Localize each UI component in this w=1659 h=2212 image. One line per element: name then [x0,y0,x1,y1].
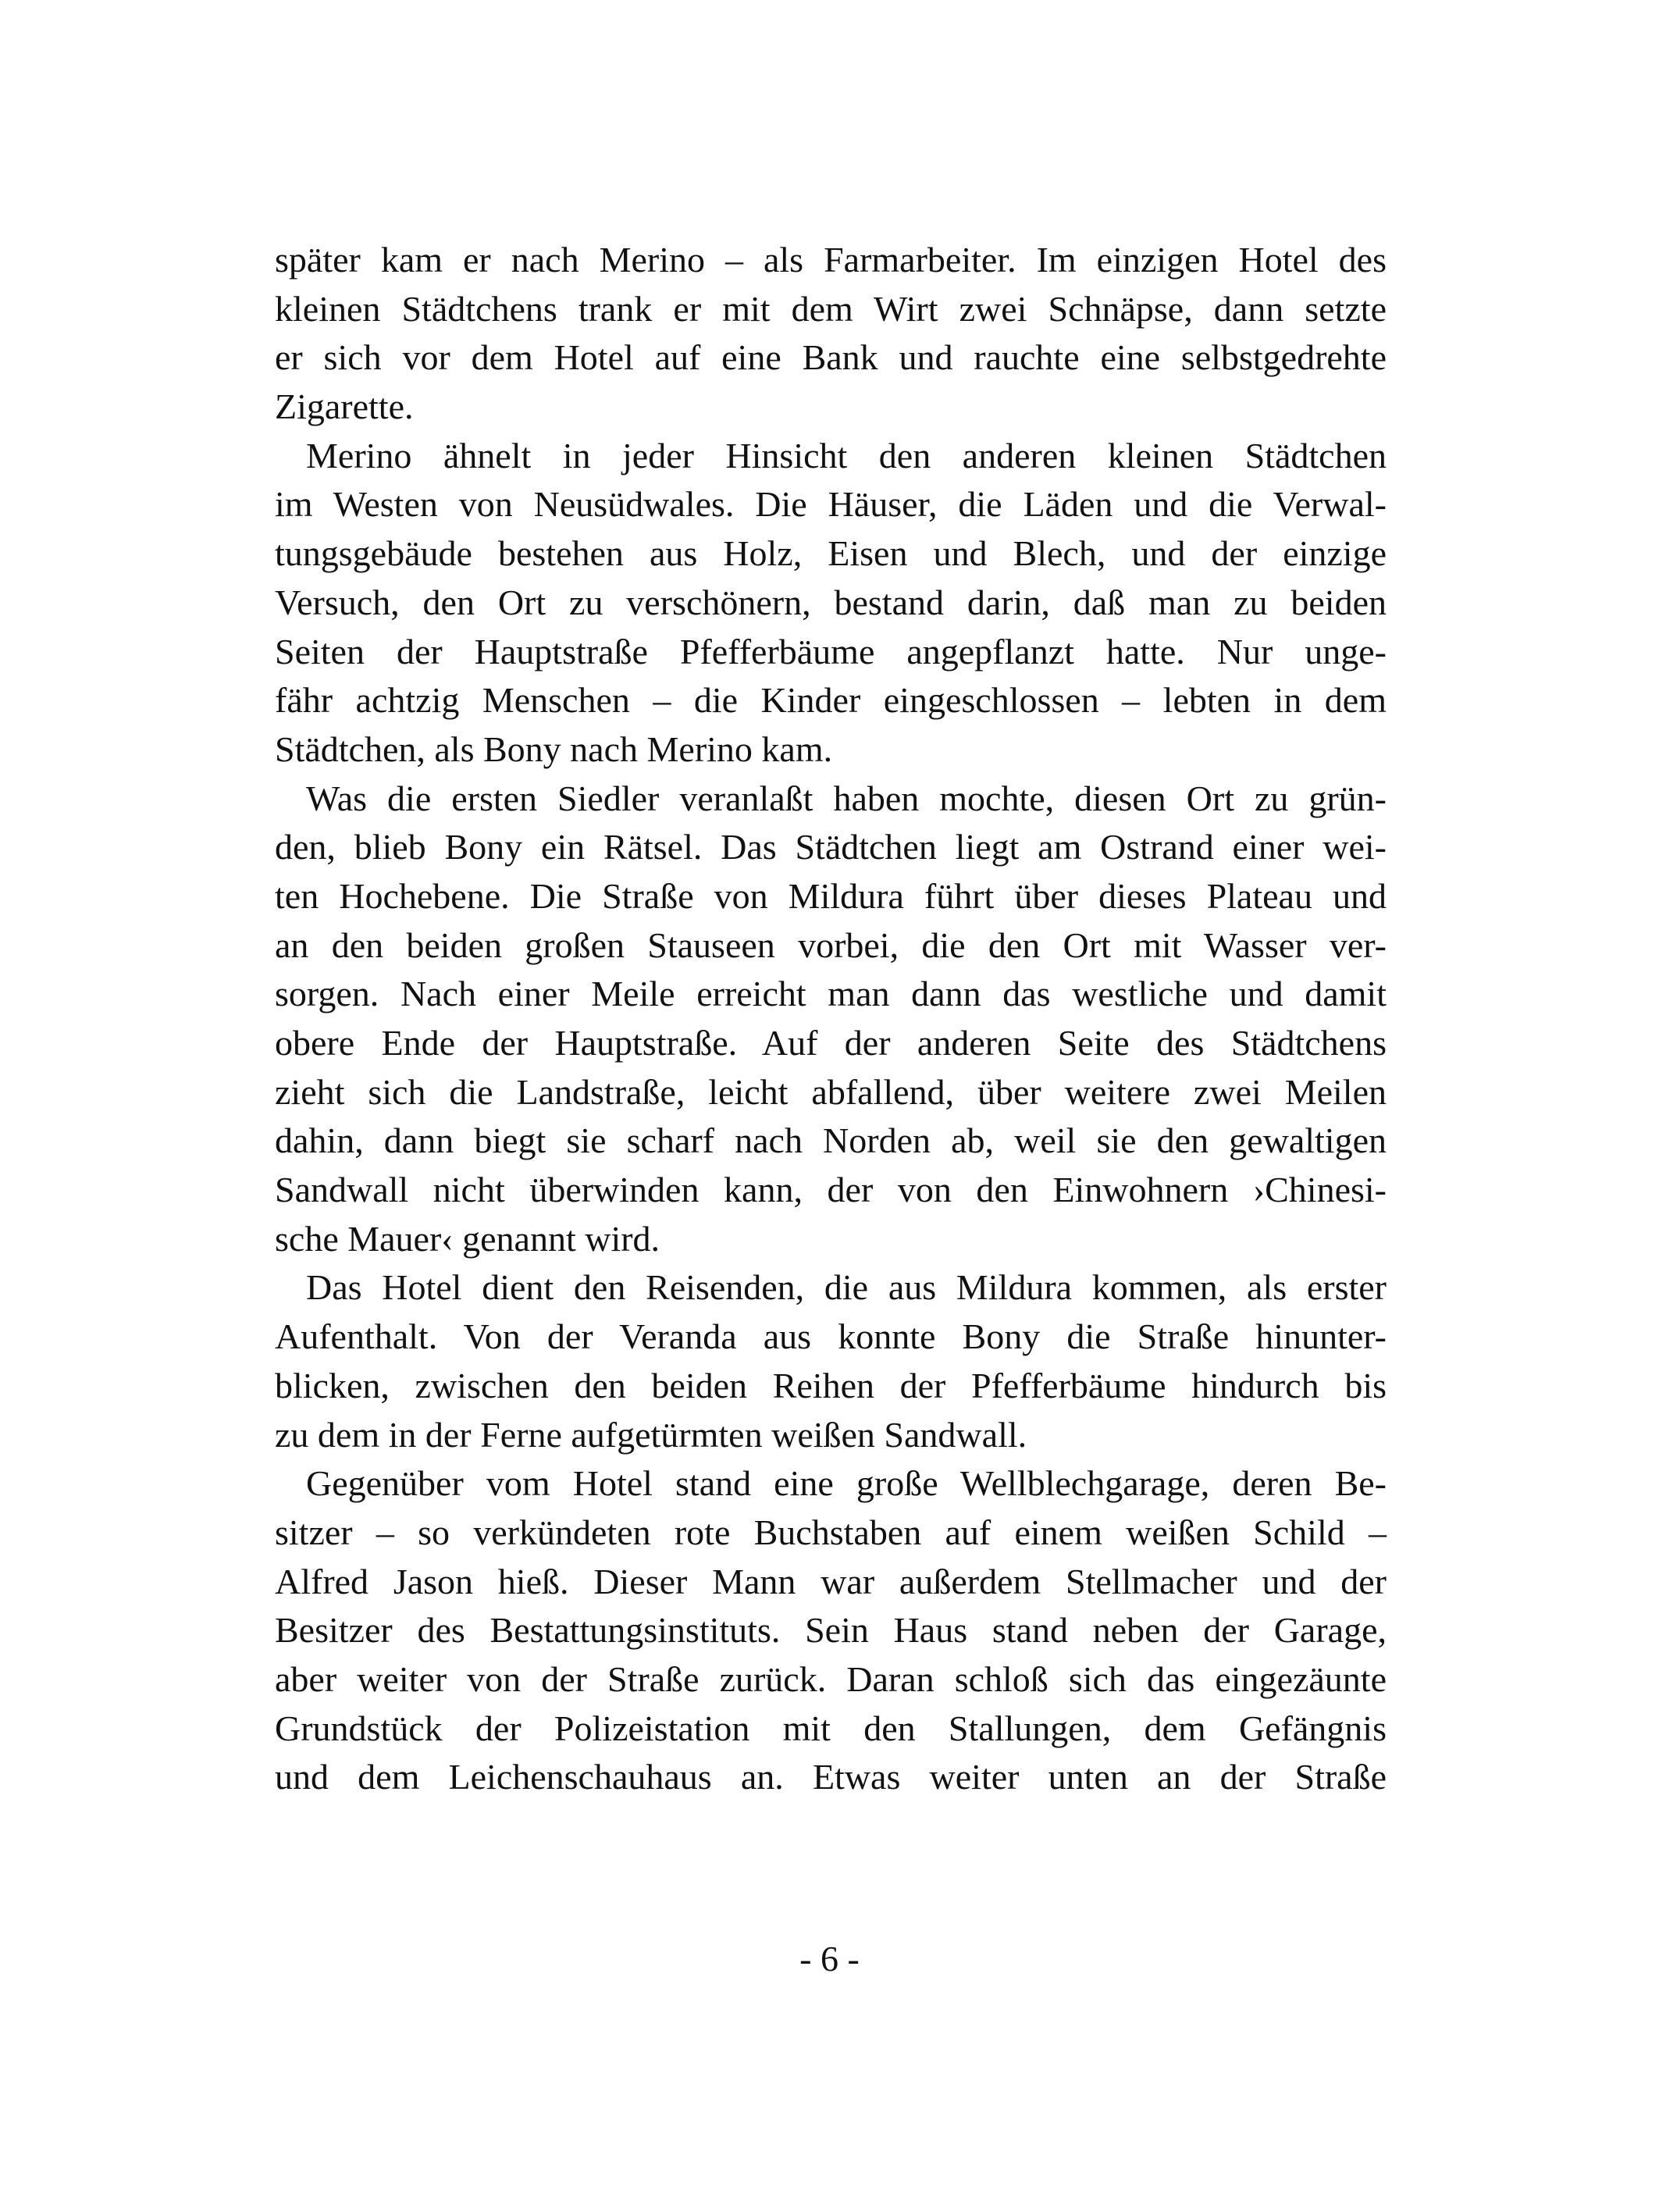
text-line: sitzer – so verkündeten rote Buchstaben auf einem weißen Schild – [275,1512,1387,1552]
text-line: Besitzer des Bestattungsinstituts. Sein Haus stand neben der Garage, [275,1610,1387,1651]
text-line: Gegenüber vom Hotel stand eine große Wellblechgarage, deren Be- [306,1463,1387,1504]
body-text [275,236,1387,1802]
text-line: später kam er nach Merino – als Farmarbeiter. Im einzigen Hotel des [275,240,1387,280]
text-line: Städtchen, als Bony nach Merino kam. [275,728,833,769]
text-line: obere Ende der Hauptstraße. Auf der anderen Seite des Städtchens [275,1023,1387,1063]
text-line: im Westen von Neusüdwales. Die Häuser, die Läden und die Verwal- [275,484,1387,525]
paragraph [275,775,1387,1264]
text-line: Merino ähnelt in jeder Hinsicht den anderen kleinen Städtchen [306,435,1387,476]
text-line: Aufenthalt. Von der Veranda aus konnte Bony die Straße hinunter- [275,1316,1387,1357]
paragraph [275,1263,1387,1459]
text-line: sorgen. Nach einer Meile erreicht man dann das westliche und damit [275,974,1387,1014]
text-line: tungsgebäude bestehen aus Holz, Eisen und Blech, und der einzige [275,533,1387,574]
text-line: ten Hochebene. Die Straße von Mildura führt über dieses Plateau und [275,875,1387,916]
text-line: und dem Leichenschauhaus an. Etwas weiter unten an der Straße [275,1757,1387,1797]
text-line: an den beiden großen Stauseen vorbei, die den Ort mit Wasser ver- [275,924,1387,965]
text-line: zieht sich die Landstraße, leicht abfallend, über weitere zwei Meilen [275,1071,1387,1112]
text-line: er sich vor dem Hotel auf eine Bank und rauchte eine selbstgedrehte [275,337,1387,378]
paragraph [275,1459,1387,1802]
text-line: den, blieb Bony ein Rätsel. Das Städtchen liegt am Ostrand einer wei- [275,827,1387,867]
text-line: zu dem in der Ferne aufgetürmten weißen Sandwall. [275,1414,1027,1455]
paragraph [275,236,1387,432]
text-line: Alfred Jason hieß. Dieser Mann war außerdem Stellmacher und der [275,1561,1387,1601]
text-line: Versuch, den Ort zu verschönern, bestand darin, daß man zu beiden [275,582,1387,622]
text-line: aber weiter von der Straße zurück. Daran schloß sich das eingezäunte [275,1658,1387,1699]
text-line: dahin, dann biegt sie scharf nach Norden ab, weil sie den gewaltigen [275,1120,1387,1161]
text-line: Zigarette. [275,386,414,427]
text-line: blicken, zwischen den beiden Reihen der Pfefferbäume hindurch bis [275,1365,1387,1405]
text-line: fähr achtzig Menschen – die Kinder eingeschlossen – lebten in dem [275,680,1387,721]
text-line: Seiten der Hauptstraße Pfefferbäume angepflanzt hatte. Nur unge- [275,631,1387,671]
text-line: Was die ersten Siedler veranlaßt haben mochte, diesen Ort zu grün- [306,778,1387,818]
paragraph [275,432,1387,775]
text-line: Sandwall nicht überwinden kann, der von den Einwohnern ›Chinesi- [275,1170,1387,1210]
page-number: - 6 - [799,1939,860,1979]
text-line: Grundstück der Polizeistation mit den Stallungen, dem Gefängnis [275,1708,1387,1748]
text-line: kleinen Städtchens trank er mit dem Wirt zwei Schnäpse, dann setzte [275,288,1387,329]
text-line: Das Hotel dient den Reisenden, die aus Mildura kommen, als erster [306,1267,1387,1308]
text-line: sche Mauer‹ genannt wird. [275,1218,660,1259]
